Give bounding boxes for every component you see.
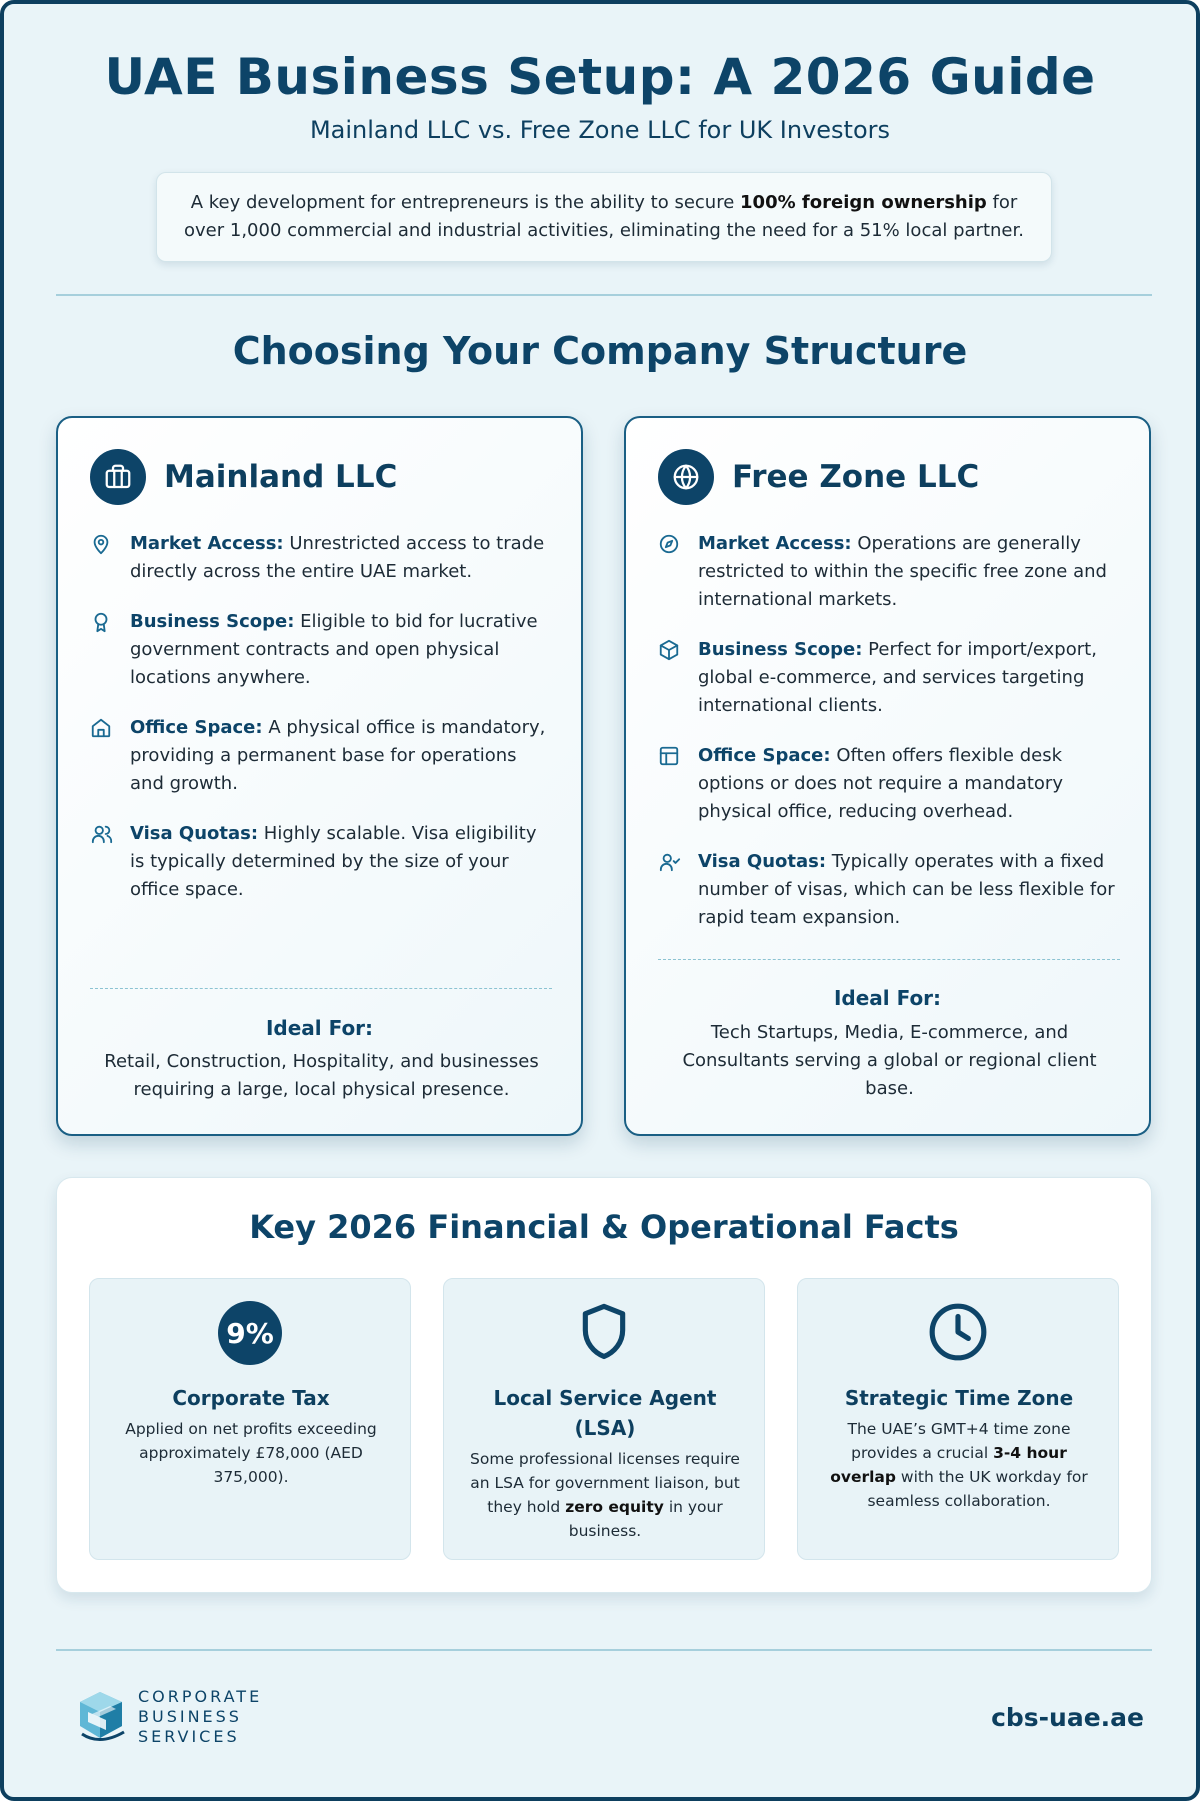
intro-text-start: A key development for entrepreneurs is the ability to secure [190, 192, 741, 213]
facts-title: Key 2026 Financial & Operational Facts [249, 1208, 959, 1246]
fact-text-start: Some professional licenses require an LSA for government liaison, but they hold [470, 1450, 740, 1516]
list-item [90, 608, 552, 692]
fact-title: Local Service Agent (LSA) [493, 1386, 717, 1440]
feature-label: Market Access: [130, 533, 284, 554]
feature-label: Visa Quotas: [698, 851, 827, 872]
fact-text: Applied on net profits exceeding approximately £78,000 (AED 375,000). [125, 1420, 377, 1486]
feature-label: Business Scope: [130, 611, 295, 632]
fact-text [466, 1447, 744, 1543]
ideal-for-text: Tech Startups, Media, E-commerce, and Consultants serving a global or regional client base. [682, 1022, 1097, 1099]
globe-icon [658, 449, 714, 505]
freezone-card [624, 416, 1151, 1136]
fact-text-end: in your business. [568, 1498, 723, 1540]
logo-line: SERVICES [138, 1727, 240, 1746]
freezone-card-title: Free Zone LLC [732, 459, 980, 495]
fact-text [820, 1417, 1098, 1513]
fact-text-highlight: 3-4 hour overlap [830, 1444, 1067, 1486]
intro-highlight: 100% foreign ownership [740, 192, 987, 213]
divider [56, 294, 1152, 296]
freezone-feature-list [658, 530, 1120, 954]
fact-card-lsa [443, 1278, 765, 1560]
card-divider [658, 959, 1120, 960]
mainland-card-header [90, 448, 397, 506]
feature-label: Business Scope: [698, 639, 863, 660]
list-item [658, 530, 1120, 614]
intro-text-end: for over 1,000 commercial and industrial activities, eliminating the need for a 51% local partner. [184, 192, 1024, 241]
briefcase-icon [90, 449, 146, 505]
shield-icon [444, 1301, 764, 1367]
mainland-card-title: Mainland LLC [164, 459, 398, 495]
feature-text: Unrestricted access to trade directly across the entire UAE market. [130, 533, 545, 582]
freezone-card-header [658, 448, 979, 506]
award-icon [90, 608, 130, 692]
cube-logo-icon [76, 1690, 128, 1744]
list-item [90, 820, 552, 904]
list-item [658, 742, 1120, 826]
users-icon [90, 820, 130, 904]
fact-text-highlight: zero equity [565, 1498, 664, 1516]
page-title: UAE Business Setup: A 2026 Guide [104, 48, 1096, 106]
list-item [90, 714, 552, 798]
mainland-card [56, 416, 583, 1136]
feature-label: Office Space: [698, 745, 831, 766]
feature-text: Often offers flexible desk options or does not require a mandatory physical office, reducing overhead. [698, 745, 1063, 822]
user-check-icon [658, 848, 698, 932]
list-item [90, 530, 552, 586]
feature-text: Typically operates with a fixed number of visas, which can be less flexible for rapid team expansion. [698, 851, 1115, 928]
section-title: Choosing Your Company Structure [232, 329, 968, 373]
divider [56, 1649, 1152, 1651]
intro-callout [156, 172, 1052, 262]
layout-icon [658, 742, 698, 826]
mainland-feature-list [90, 530, 552, 926]
feature-text: Perfect for import/export, global e-commerce, and services targeting international clients. [698, 639, 1097, 716]
package-icon [658, 636, 698, 720]
feature-label: Office Space: [130, 717, 263, 738]
company-logo [76, 1687, 262, 1747]
fact-card-time-zone [797, 1278, 1119, 1560]
page-subtitle: Mainland LLC vs. Free Zone LLC for UK Investors [309, 116, 891, 144]
feature-text: Highly scalable. Visa eligibility is typically determined by the size of your office space. [130, 823, 537, 900]
ideal-for-text: Retail, Construction, Hospitality, and businesses requiring a large, local physical presence. [104, 1051, 539, 1100]
fact-text-end: with the UK workday for seamless collaboration. [867, 1468, 1088, 1510]
fact-title: Corporate Tax [172, 1386, 330, 1410]
feature-text: A physical office is mandatory, providing a permanent base for operations and growth. [130, 717, 546, 794]
map-pin-icon [90, 530, 130, 586]
card-divider [90, 988, 552, 989]
percent-badge: 9% [218, 1301, 282, 1365]
feature-text: Operations are generally restricted to within the specific free zone and international markets. [698, 533, 1107, 610]
home-icon [90, 714, 130, 798]
feature-text: Eligible to bid for lucrative government contracts and open physical locations anywhere. [130, 611, 538, 688]
fact-card-corporate-tax [89, 1278, 411, 1560]
feature-label: Market Access: [698, 533, 852, 554]
fact-title: Strategic Time Zone [844, 1386, 1074, 1410]
compass-icon [658, 530, 698, 614]
fact-text-start: The UAE’s GMT+4 time zone provides a crucial [847, 1420, 1071, 1462]
facts-panel [56, 1177, 1152, 1593]
clock-icon [798, 1301, 1118, 1367]
logo-line: BUSINESS [138, 1707, 242, 1726]
logo-line: CORPORATE [138, 1687, 263, 1706]
list-item [658, 848, 1120, 932]
feature-label: Visa Quotas: [130, 823, 259, 844]
ideal-for-label: Ideal For: [265, 1016, 374, 1040]
website-link[interactable]: cbs-uae.ae [991, 1703, 1144, 1732]
ideal-for-label: Ideal For: [833, 986, 942, 1010]
list-item [658, 636, 1120, 720]
